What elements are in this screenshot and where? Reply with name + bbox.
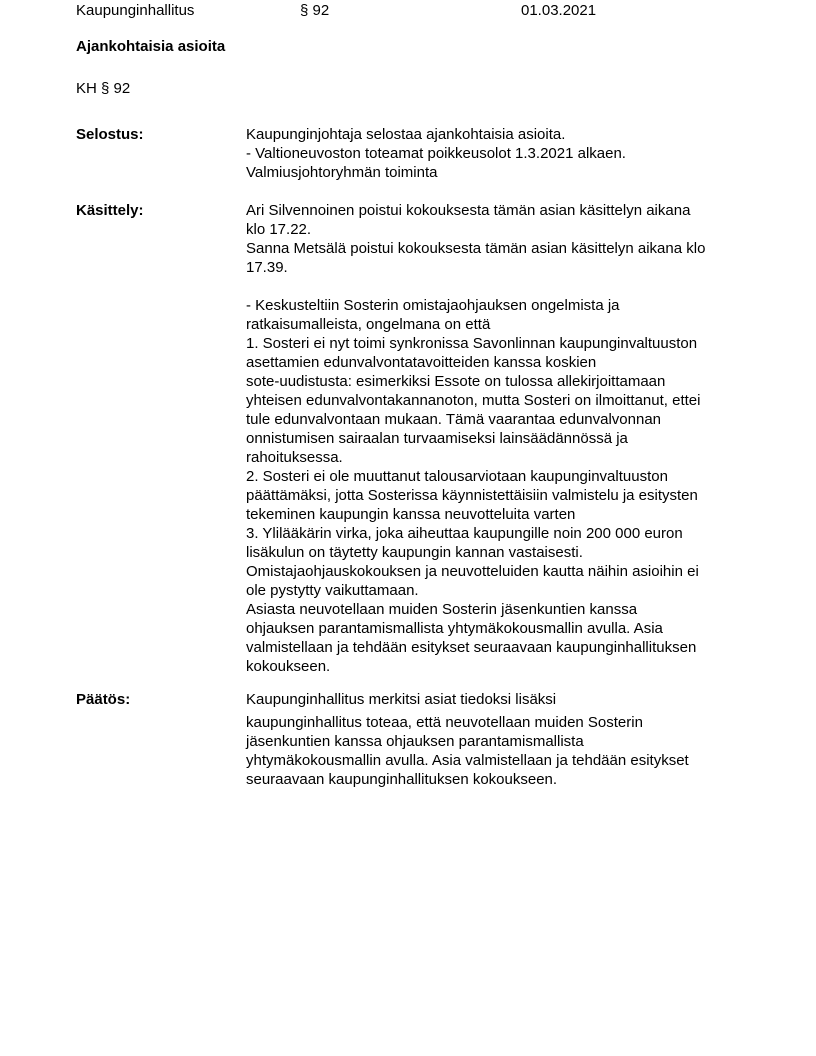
- kasittely-line: tule edunvalvontaan mukaan. Tämä vaarantaa edunvalvonnan: [246, 411, 662, 428]
- kasittely-line: 2. Sosteri ei ole muuttanut talousarviotaan kaupunginvaltuuston: [246, 468, 668, 485]
- kasittely-line: Ari Silvennoinen poistui kokouksesta tämän asian käsittelyn aikana: [246, 202, 691, 219]
- selostus-line: Kaupunginjohtaja selostaa ajankohtaisia asioita.: [246, 126, 566, 143]
- kasittely-line: - Keskusteltiin Sosterin omistajaohjauksen ongelmista ja: [246, 297, 620, 314]
- header-section-number: § 92: [300, 2, 330, 19]
- selostus-line: Valmiusjohtoryhmän toiminta: [246, 164, 438, 181]
- paatos-line: yhtymäkokousmallin avulla. Asia valmistellaan ja tehdään esitykset: [246, 752, 689, 769]
- kasittely-line: 1. Sosteri ei nyt toimi synkronissa Savonlinnan kaupunginvaltuuston: [246, 335, 698, 352]
- kasittely-line: onnistumisen sairaalan turvaamiseksi lainsäädännössä ja: [246, 430, 628, 447]
- selostus-line: - Valtioneuvoston toteamat poikkeusolot 1.3.2021 alkaen.: [246, 145, 626, 162]
- kasittely-line: klo 17.22.: [246, 221, 312, 238]
- kasittely-line: Sanna Metsälä poistui kokouksesta tämän asian käsittelyn aikana klo: [246, 240, 706, 257]
- paatos-line: jäsenkuntien kanssa ohjauksen parantamismallista: [246, 733, 584, 750]
- paragraph-spacer: [246, 277, 705, 296]
- kasittely-line: päättämäksi, jotta Sosterissa käynnistettäisiin valmistelu ja esitysten: [246, 487, 698, 504]
- header-body-name: Kaupunginhallitus: [76, 2, 195, 19]
- paatos-label: Päätös:: [76, 691, 131, 708]
- kasittely-line: sote-uudistusta: esimerkiksi Essote on tulossa allekirjoittamaan: [246, 373, 666, 390]
- kasittely-body: [246, 201, 705, 676]
- paatos-body: [246, 713, 689, 789]
- kasittely-line: tekeminen kaupungin kanssa neuvotteluita varten: [246, 506, 576, 523]
- kasittely-line: 3. Ylilääkärin virka, joka aiheuttaa kaupungille noin 200 000 euron: [246, 525, 683, 542]
- kasittely-line: valmistellaan ja tehdään esitykset seuraavaan kaupunginhallituksen: [246, 639, 697, 656]
- kasittely-label: Käsittely:: [76, 202, 144, 219]
- kasittely-line: kokoukseen.: [246, 658, 331, 675]
- document-reference: KH § 92: [76, 80, 131, 97]
- kasittely-line: yhteisen edunvalvontakannanoton, mutta Sosteri on ilmoittanut, ettei: [246, 392, 701, 409]
- kasittely-line: ratkaisumalleista, ongelmana on että: [246, 316, 491, 333]
- kasittely-line: ole pystytty vaikuttamaan.: [246, 582, 419, 599]
- header-date: 01.03.2021: [521, 2, 597, 19]
- selostus-body: [246, 125, 626, 182]
- kasittely-line: Asiasta neuvotellaan muiden Sosterin jäsenkuntien kanssa: [246, 601, 638, 618]
- kasittely-line: 17.39.: [246, 259, 288, 276]
- kasittely-line: Omistajaohjauskokouksen ja neuvotteluiden kautta näihin asioihin ei: [246, 563, 699, 580]
- paatos-first-line: Kaupunginhallitus merkitsi asiat tiedoksi lisäksi: [246, 691, 557, 708]
- kasittely-line: asettamien edunvalvontatavoitteiden kanssa koskien: [246, 354, 597, 371]
- kasittely-line: rahoituksessa.: [246, 449, 343, 466]
- paatos-line: seuraavaan kaupunginhallituksen kokoukseen.: [246, 771, 558, 788]
- document-title: Ajankohtaisia asioita: [76, 38, 226, 55]
- kasittely-line: lisäkulun on täytetty kaupungin kannan vastaisesti.: [246, 544, 583, 561]
- paatos-line: kaupunginhallitus toteaa, että neuvotellaan muiden Sosterin: [246, 714, 643, 731]
- selostus-label: Selostus:: [76, 126, 144, 143]
- kasittely-line: ohjauksen parantamismallista yhtymäkokousmallin avulla. Asia: [246, 620, 663, 637]
